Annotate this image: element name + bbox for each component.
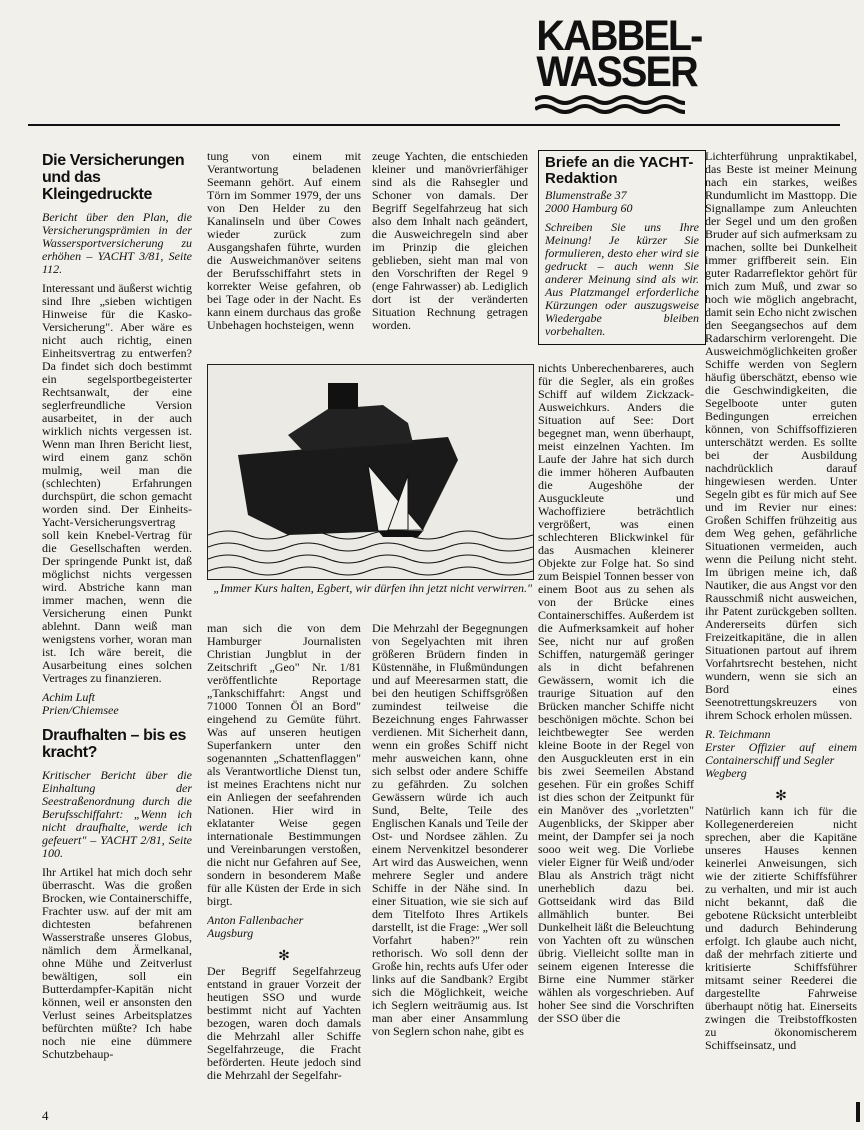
letter-body-continued: Die Mehrzahl der Begegnungen von Segelyachten mit ihren größeren Brüdern finden in Küstennähe, in Flußmündungen und auf Meeresarmen statt, die bei den heutigen Schiffsgrößen zumindest teilweise die Bezeichnung enges Fahrwasser verdienen. Mit Sicherheit dann, wenn ein großes Schiff nicht mehr ausweichen kann, ohne sich selbst oder andere Schiffe zu gefährden. Zu solchen Gewässern würde ich auch Sund, Belte, Teile des Englischen Kanals und Teile der Ost- und Nordsee zählen. Zu einem Nervenkitzel besonderer Art wird das Ausweichen, wenn mehrere Segler und andere Schiffe in der Nähe sind. In einer Situation, wie sie sich auf dem Titelfoto Ihres Artikels darstellt, ist die Frage: „Wer soll Vorfahrt haben?" rein rethorisch. Wo soll denn der Große hin, rechts aufs Ufer oder links auf die Sandbank? Ergibt sich die Möglichkeit, weiche ich Seglern weiträumig aus. Ist man aber einer Ansammlung von Seglern schon nahe, gibt es <box>372 622 528 1038</box>
ship-drawing <box>208 365 533 579</box>
cartoon-illustration <box>207 364 534 580</box>
letter-signature <box>705 728 857 780</box>
section-masthead <box>530 12 702 114</box>
letter-body: Interessant und äußerst wichtig sind Ihre „sieben wichtigen Hinweise für die Kasko-Versicherung". Aber wäre es nicht auch richtig, einen Einheitsvertrag zu entwerfen? Da findet sich doch bestimmt ein segelsportbegeisterter Rechtsanwalt, der eine seglerfreundliche Version ausarbeitet, in der auch wirklich nichts vergessen ist. Wenn man Ihren Bericht liest, wird einem ganz schön mulmig, weil man die (schlechten) Erfahrungen durchspürt, die schon gemacht worden sind. Der Einheits-Yacht-Versicherungsvertrag soll kein Knebel-Vertrag für die Gesellschaften werden. Der springende Punkt ist, daß möglichst nichts vergessen wird. Abstriche kann man immer machen, wenn die Versicherung einen Punkt ablehnt. Dann weiß man wenigstens vorher, woran man ist. Ich wäre bereit, die Ausarbeitung eines solchen Vertrages zu finanzieren. <box>42 281 192 685</box>
cartoon-caption: „Immer Kurs halten, Egbert, wir dürfen ihn jetzt nicht verwirren." <box>213 581 532 595</box>
letter-body-continued: Lichterführung unpraktikabel, das Beste ist meiner Meinung nach ein starkes, weißes Rundumlicht im Masttopp. Die Signallampe zum Anleuchten der Segel und um den großen Bruder auf sich aufmerksam zu machen, sollte bei Dunkelheit immer griffbereit sein. Ein guter Radarreflektor gehört für mich zum Muß, und zwar so hoch wie möglich angebracht, damit sein Echo nicht zwischen den Seegangsechos auf dem Radarschirm verlorengeht. Die Ausweichmöglichkeiten großer Schiffe werden von Seglern häufig überschätzt, ebenso wie die Geschwindigkeiten, die Segelboote unter guten Bedingungen erreichen können, von Schiffsoffizieren unterschätzt werden. Es sollte bei der Ausbildung nachdrücklich darauf hingewiesen werden. Unter Segeln gibt es für mich auf See und im Revier nur eines: Großen Schiffen frühzeitig aus dem Weg gehen, gefährliche Situationen vermeiden, auch wenn die Peilung nicht steht. Im übrigen meine ich, daß Nautiker, die aus Angst vor den Rausschmiß nicht ausweichen, ihr Patent zurückgeben sollten. Andererseits dürfen sich Freizeitkapitäne, die in allen Situationen partout auf ihrem Vorfahrtsrecht bestehen, nicht wundern, wenn sie sich an Bord eines Seenotrettungskreuzers von ihrem Schock erholen müssen. <box>705 150 857 722</box>
letter-body-continued: zeuge Yachten, die entschieden kleiner und manövrierfähiger sind als die Rahsegler und Schoner von damals. Der Begriff Segelfahrzeug hat sich also dem Inhalt nach geändert, die Ausweichregeln sind aber im Prinzip die gleichen geblieben, sieht man mal von den Vorschriften der Regel 9 (enge Fahrwasser) ab. Lediglich dort ist der veränderten Situation Rechnung getragen worden. <box>372 150 528 332</box>
address-city: 2000 Hamburg 60 <box>545 201 633 215</box>
column-2-bottom <box>207 622 361 1100</box>
article-intro-2: Kritischer Bericht über die Einhaltung der Seestraßenordnung durch die Berufsschiffahrt: „Wenn ich nicht draufhalte, werde ich gefeuert" – YACHT 2/81, Seite 100. <box>42 768 192 860</box>
article-headline-2: Draufhalten – bis es kracht? <box>42 727 187 761</box>
column-3-bottom <box>372 622 528 1100</box>
letter-body-continued: tung von einem mit Verantwortung beladenen Seemann gehört. Auf einem Törn im Sommer 1979, der uns von Den Helder zu den Kanalinseln und über Cowes wieder zurück zum Ausgangshafen führte, wurden die Ausweichmanöver seitens der Berufsschiffahrt stets in korrekter Weise gefahren, ob bei Tage oder in der Nacht. Es kann einem durchaus das große Unbehagen hochsteigen, wenn <box>207 150 361 332</box>
letter-signature <box>42 691 192 717</box>
letter-body-next: Der Begriff Segelfahrzeug entstand in grauer Vorzeit der heutigen SSO und wurde bestimmt nicht auf Yachten bezogen, waren doch damals die Mehrzahl aller Schiffe Segelfahrzeuge, die Fracht beförderten. Heute jedoch sind die Mehrzahl der Segelfahr- <box>207 964 361 1082</box>
letter-body-2: Ihr Artikel hat mich doch sehr überrascht. Was die großen Brocken, wie Containerschiffe, Frachter usw. auf der mit am dichtesten befahrenen Wasserstraße unseres Globus, nämlich dem Ärmelkanal, ohne Mühe und Zeitverlust bewältigen, soll ein Butterdampfer-Kapitän nicht können, weil er ansonsten den Verlust seines Arbeitsplatzes befürchten müßte? Ich habe noch nie eine dümmere Schutzbehaup- <box>42 865 192 1061</box>
signature-place: Augsburg <box>207 926 254 940</box>
column-3-top <box>372 150 528 356</box>
edge-marker <box>856 1102 860 1122</box>
letter-body-next: Natürlich kann ich für die Kollegenerdereien nicht sprechen, aber die Kapitäne unseres Hauses kennen keinerlei Anweisungen, sich wie der zitierte Schiffsführer zu verhalten, und mir ist auch nicht bekannt, daß die gebotene Rücksicht unterbleibt und dadurch Behinderung erfolgt. Ich glaube auch nicht, daß der mehrfach zitierte und kritisierte Schiffsführer mitsamt seiner Reederei die dargestellte Fahrweise überhaupt nötig hat. Einerseits zwingen die Treibstoffkosten zu ökonomischerem Schiffseinsatz, und <box>705 804 857 1052</box>
section-title-line2: WASSER <box>536 48 697 96</box>
column-2-top <box>207 150 361 356</box>
column-4 <box>538 362 694 1100</box>
column-1 <box>42 150 192 1100</box>
column-5 <box>705 150 857 1100</box>
signature-place: Prien/Chiemsee <box>42 703 119 717</box>
letter-signature <box>207 914 361 940</box>
letters-info-box <box>538 150 706 345</box>
signature-role: Erster Offizier auf einem Containerschiff und Segler <box>705 740 857 767</box>
address-street: Blumenstraße 37 <box>545 188 627 202</box>
editorial-address <box>545 189 699 215</box>
separator-star-icon: ✻ <box>775 789 787 804</box>
top-rule <box>28 124 840 126</box>
article-headline: Die Versicherungen und das Kleingedruckte <box>42 152 185 203</box>
letters-box-heading: Briefe an die YACHT-Redaktion <box>545 154 694 187</box>
letters-box-note: Schreiben Sie uns Ihre Meinung! Je kürzer Sie formulieren, desto eher wird sie gedruckt – auch wenn Sie anderer Meinung sind als wir. Aus Platzmangel erforderliche Kürzungen oder auszugsweise Wiedergabe bleiben vorbehalten. <box>545 220 699 338</box>
signature-place: Wegberg <box>705 766 747 780</box>
letter-body-continued: man sich die von dem Hamburger Journalisten Christian Jungblut in der Zeitschrift „Geo" Nr. 1/81 veröffentlichte Reportage „Tankschiffahrt: Angst und 71000 Tonnen Öl an Bord" eingehend zu Gemüte führt. Was auf unseren heutigen Superfankern unter den sogenannten „Schattenflaggen" als Verantwortliche Dienst tun, ist meines Erachtens nicht nur ein Anliegen der seefahrenden Nationen. Hier wird in eklatanter Weise gegen internationale Bestimmungen und Vereinbarungen verstoßen, die nicht nur Gefahren auf See, sondern in besonderem Maße für alle Küsten der Erde in sich birgt. <box>207 622 361 908</box>
signature-name: Achim Luft <box>42 690 95 704</box>
separator-star-icon: ✻ <box>278 949 290 964</box>
letter-body-continued: nichts Unberechenbareres, auch für die Segler, als ein großes Schiff auf wildem Zickzack-Ausweichkurs. Anders die Situation auf See: Dort begegnet man, wenn überhaupt, meist einzelnen Yachten. Im Laufe der Jahre hat sich durch die immer höheren Aufbauten die Augeshöhe der Ausguckleute und Wachoffiziere beträchtlich vergrößert, was einen schlechteren Blickwinkel für das Ausmachen kleinerer Objekte zur Folge hat. So sind zum Beispiel Tonnen besser von einem Boot aus zu sehen als von der Brücke eines Containerschiffes. Außerdem ist die Aufmerksamkeit auf hoher See, nicht nur auf großen Schiffen, naturgemäß geringer als in dicht befahrenen Gewässern, womit ich die traurige Situation auf den Brücken mancher Schiffe nicht beschönigen möchte. Schon bei leichtbewegter See werden kleine Boote in der Regel von den Ausguckleuten erst in ein bis zwei Seemeilen Abstand gesehen. Für ein großes Schiff ist dies schon der Zeitpunkt für ein Manöver des „vorletzten" Augenblicks, der Skipper aber meint, der Dampfer sei ja noch sooo weit weg. Die Vorliebe vieler Eigner für Weiß und/oder Blau als Anstrich trägt nicht unerheblich dazu bei. Gottseidank wird das Bild allmählich bunter. Bei Dunkelheit läßt die Beleuchtung von Yachten oft zu wünschen übrig. Vielleicht sollte man in seinem eigenen Interesse die Birne eine Nummer stärker wählen als vorgeschrieben. Auf hoher See sind die Vorschriften der SSO über die <box>538 362 694 1025</box>
page-number: 4 <box>42 1108 49 1123</box>
signature-name: Anton Fallenbacher <box>207 913 304 927</box>
section-title-line1: KABBEL- <box>536 12 702 60</box>
signature-name: R. Teichmann <box>705 727 771 741</box>
article-intro: Bericht über den Plan, die Versicherungsprämien in der Wassersportversicherung zu erhöhen – YACHT 3/81, Seite 112. <box>42 210 192 276</box>
